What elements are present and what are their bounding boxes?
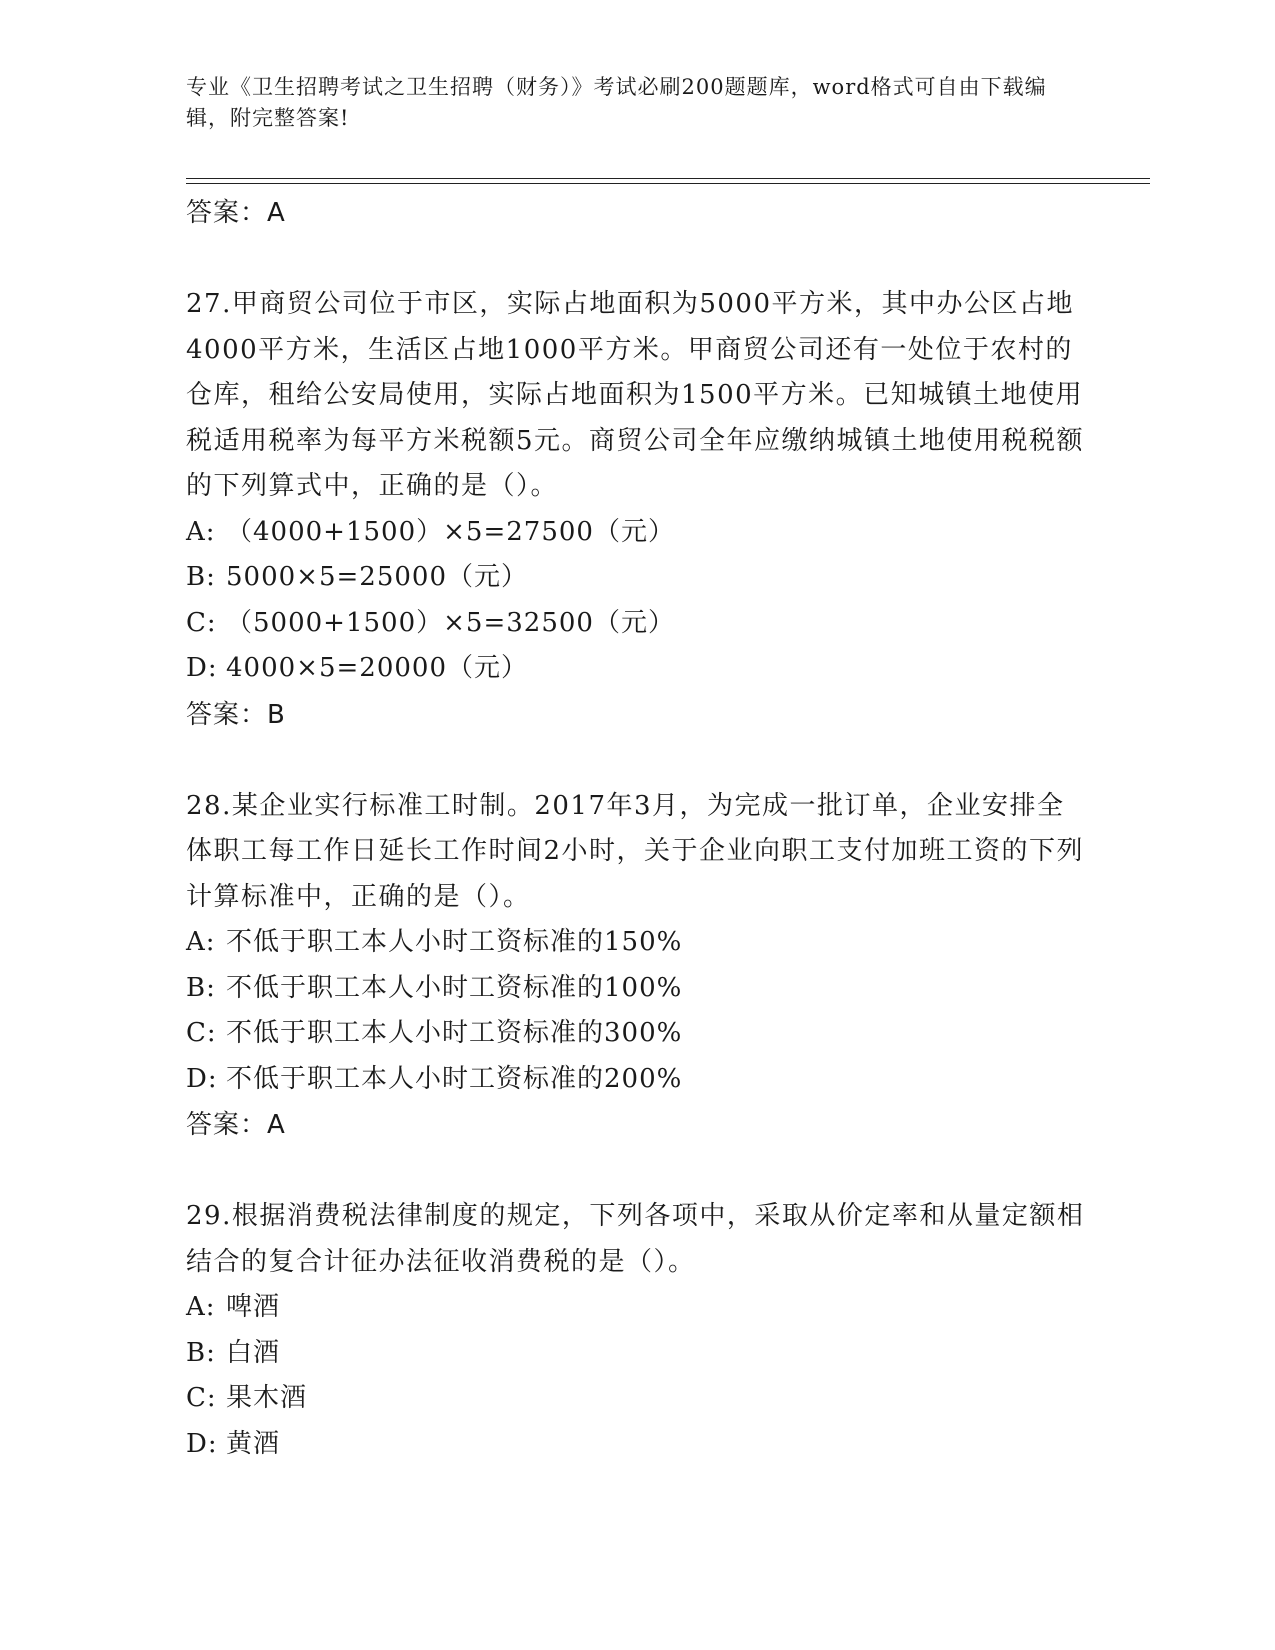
option-letter: C: [186,1018,217,1048]
option-letter: A: [186,1292,216,1322]
option-letter: A: [186,516,216,547]
option-a [186,1285,1086,1331]
option-letter: D: [186,1063,218,1094]
option-d [186,1422,1086,1468]
option-letter: B: [186,1337,216,1368]
option-b [186,966,1086,1012]
option-a [186,510,1086,556]
question-27 [186,282,1086,738]
option-c [186,1376,1086,1422]
header-title: 专业《卫生招聘考试之卫生招聘（财务）》考试必刷200题题库，word格式可自由下载编辑，附完整答案! [186,75,1047,130]
option-letter: D: [186,653,218,683]
option-text: 白酒 [226,1337,281,1368]
option-d [186,646,1086,692]
question-29 [186,1194,1086,1467]
option-text: （4000+1500）×5=27500（元） [226,516,675,547]
option-letter: B: [186,972,216,1003]
option-letter: A: [186,927,216,957]
option-letter: C: [186,607,217,638]
option-text: 不低于职工本人小时工资标准的200% [226,1063,683,1094]
option-text: 果木酒 [226,1383,308,1413]
answer-27: 答案：B [186,699,286,730]
option-d [186,1057,1086,1103]
option-letter: D: [186,1428,218,1459]
option-letter: C: [186,1383,217,1413]
question-28 [186,784,1086,1149]
header-divider-top [186,178,1150,179]
option-c [186,601,1086,647]
option-b [186,555,1086,601]
option-text: 啤酒 [226,1292,281,1322]
option-text: 不低于职工本人小时工资标准的100% [226,972,683,1003]
document-header [186,72,1086,134]
option-a [186,920,1086,966]
document-body [186,190,1086,1467]
answer-28: 答案：A [186,1110,286,1140]
option-letter: B: [186,562,216,592]
option-text: 4000×5=20000（元） [226,653,528,683]
option-text: 不低于职工本人小时工资标准的150% [226,927,683,957]
header-divider-bottom [186,183,1150,184]
question-stem: 27.甲商贸公司位于市区，实际占地面积为5000平方米，其中办公区占地4000平方米，生活区占地1000平方米。甲商贸公司还有一处位于农村的仓库，租给公安局使用，实际占地面积为1500平方米。已知城镇土地使用税适用税率为每平方米税额5元。商贸公司全年应缴纳城镇土地使用税税额的下列算式中，正确的是（）。 [186,289,1085,501]
option-text: 黄酒 [226,1428,281,1459]
option-c [186,1011,1086,1057]
option-b [186,1331,1086,1377]
option-text: 不低于职工本人小时工资标准的300% [226,1018,683,1048]
option-text: （5000+1500）×5=32500（元） [226,607,675,638]
question-stem: 29.根据消费税法律制度的规定，下列各项中，采取从价定率和从量定额相结合的复合计征办法征收消费税的是（）。 [186,1201,1085,1277]
option-text: 5000×5=25000（元） [226,562,528,592]
answer-previous: 答案：A [186,198,286,228]
question-stem: 28.某企业实行标准工时制。2017年3月，为完成一批订单，企业安排全体职工每工作日延长工作时间2小时，关于企业向职工支付加班工资的下列计算标准中，正确的是（）。 [186,790,1085,912]
